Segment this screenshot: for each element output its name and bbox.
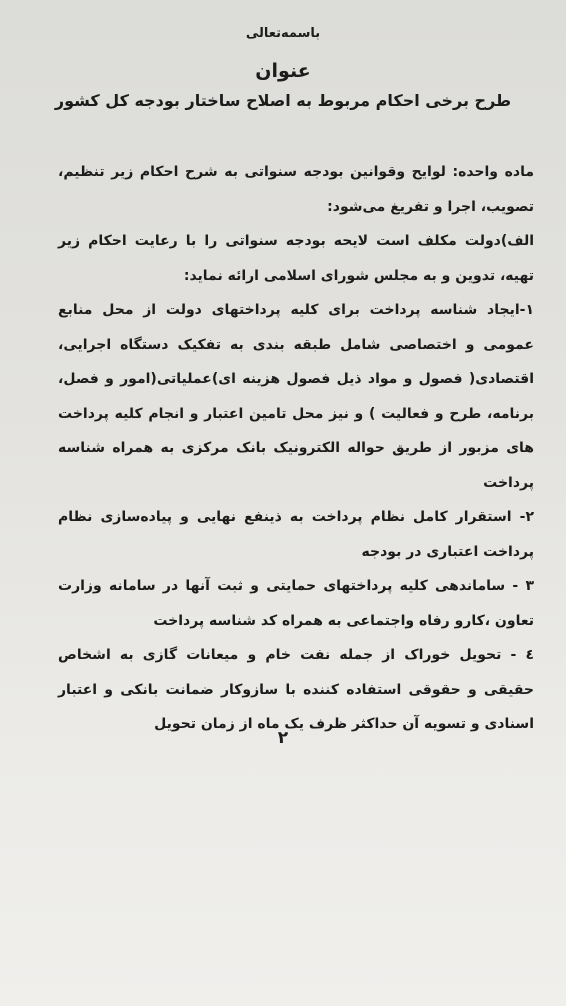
paragraph-article: ماده واحده: لوایح وقوانین بودجه سنواتی به شرح احکام زیر تنظیم، تصویب، اجرا و تفریغ می‌شود: bbox=[58, 164, 534, 215]
paragraph-item-2: ۲- استقرار کامل نظام پرداخت به ذینفع نهایی و پیاده‌سازی نظام پرداخت اعتباری در بودجه bbox=[58, 509, 534, 560]
paragraph-clause-alef: الف)دولت مکلف است لایحه بودجه سنواتی را با رعایت احکام زیر تهیه، تدوین و به مجلس شورای اسلامی ارائه نماید: bbox=[58, 233, 534, 284]
paragraph-item-1: ۱-ایجاد شناسه پرداخت برای کلیه پرداختهای دولت از محل منابع عمومی و اختصاصی شامل طبقه بندی به تفکیک دستگاه اجرایی، اقتصادی( فصول و مواد ذیل فصول هزینه ای)عملیاتی(امور و فصل، برنامه، طرح و فعالیت ) و نیز محل تامین اعتبار و انجام کلیه پرداخت های مزبور از طریق حواله الکترونیک بانک مرکزی به همراه شناسه پرداخت bbox=[58, 302, 534, 491]
document-body bbox=[58, 155, 534, 742]
page-number: ۲ bbox=[277, 728, 289, 748]
paragraph-item-3: ۳ - ساماندهی کلیه پرداختهای حمایتی و ثبت آنها در سامانه وزارت تعاون ،کارو رفاه واجتماعی به همراه کد شناسه پرداخت bbox=[58, 578, 534, 629]
page-subtitle: طرح برخی احکام مربوط به اصلاح ساختار بودجه کل کشور bbox=[54, 91, 512, 110]
page-title: عنوان bbox=[255, 60, 311, 82]
basmala-heading: باسمه‌تعالی bbox=[245, 26, 321, 41]
paragraph-item-4: ٤ - تحویل خوراک از جمله نفت خام و میعانات گازی به اشخاص حقیقی و حقوقی استفاده کننده با سازوکار ضمانت بانکی و اعتبار اسنادی و تسویه آن حداکثر ظرف یک ماه از زمان تحویل bbox=[58, 647, 534, 732]
